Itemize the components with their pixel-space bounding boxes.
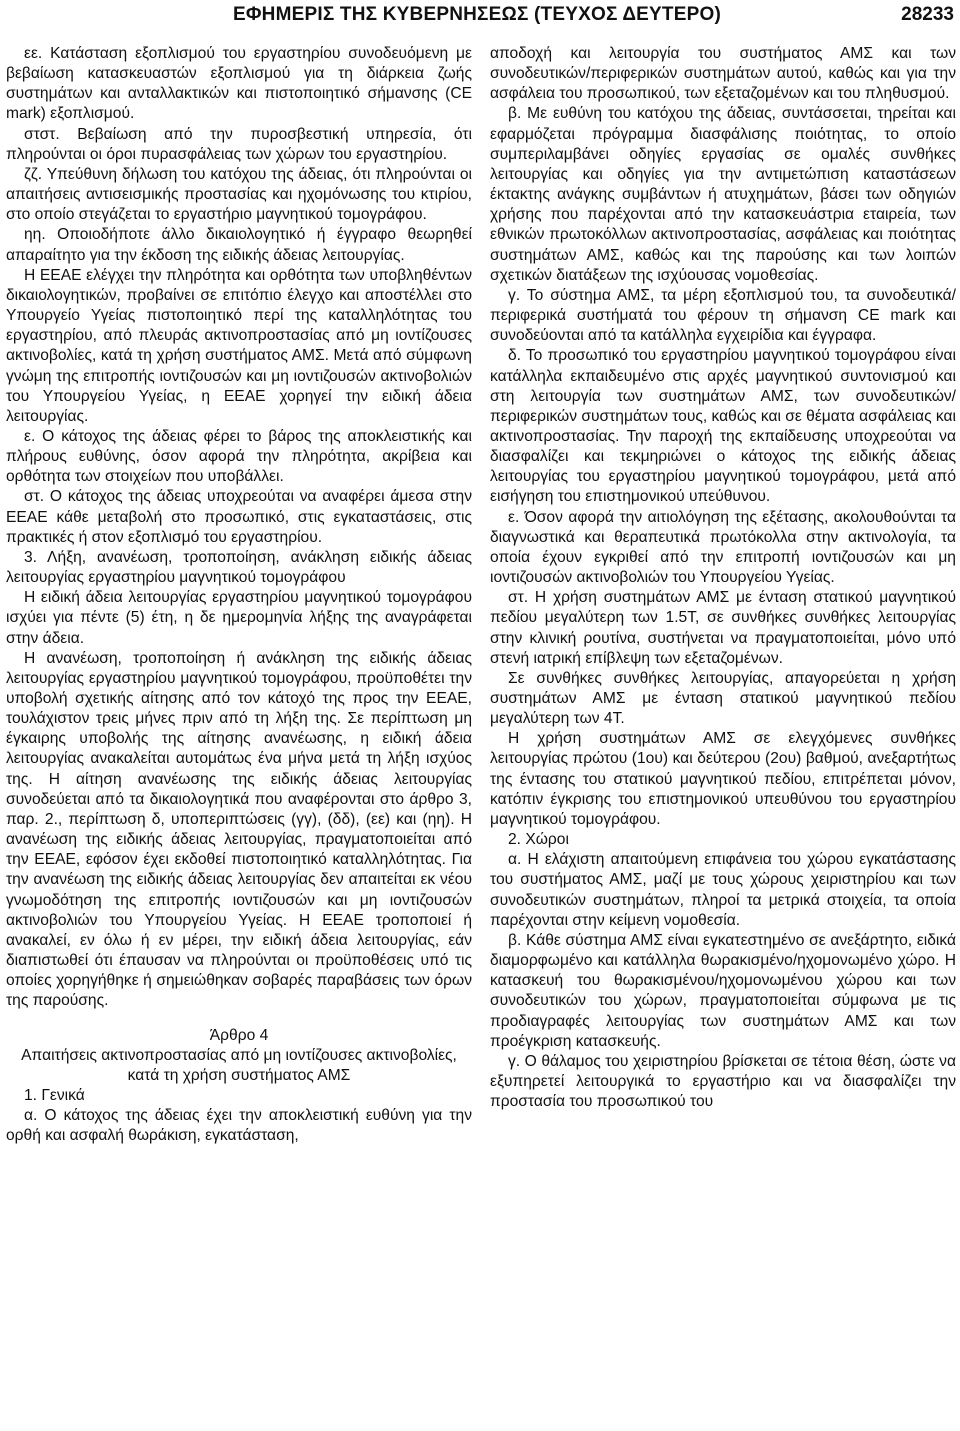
paragraph-eeae-check: Η ΕΕΑΕ ελέγχει την πληρότητα και ορθότητα των υποβληθέντων δικαιολογητικών, προβαίνει σε επιτόπιο έλεγχο και αποστέλλει στο Υπουργείο Υγείας πιστοποιητικό περί της καταλληλότητας του εργαστηρίου, από πλευράς ακτινοπροστασίας από μη ιοντίζουσες ακτινοβολίες, κατά τη χρήση συστήματος ΑΜΣ. Μετά από σύμφωνη γνώμη της επιτροπής ιοντιζουσών και μη ιοντιζουσών ακτινοβολιών του Υπουργείου Υγείας, η ΕΕΑΕ χορηγεί την ειδική άδεια λειτουργίας. bbox=[6, 266, 472, 425]
section-3-heading: 3. Λήξη, ανανέωση, τροποποίηση, ανάκληση ειδικής άδειας λειτουργίας εργαστηρίου μαγνητικού τομογράφου bbox=[6, 548, 472, 587]
paragraph-zz: ζζ. Υπεύθυνη δήλωση του κατόχου της άδειας, ότι πληρούνται οι απαιτήσεις αντισεισμικής προστασίας και ηχομόνωσης του κτιρίου, στο οποίο στεγάζεται το εργαστήριο μαγνητικού τομογράφου. bbox=[6, 165, 472, 224]
paragraph-controlled: Η χρήση συστημάτων ΑΜΣ σε ελεγχόμενες συνθήκες λειτουργίας πρώτου (1ου) και δεύτερου (2ου) βαθμού, ανεξαρτήτως της έντασης του στατικού μαγνητικού πεδίου, επιτρέπεται μόνον, κατόπιν έγκρισης του επιστημονικού υπευθύνου του εργαστηρίου μαγνητικού τομογράφου. bbox=[490, 730, 956, 828]
page-header bbox=[0, 0, 960, 34]
paragraph-validity: Η ειδική άδεια λειτουργίας εργαστηρίου μαγνητικού τομογράφου ισχύει για πέντε (5) έτη, η δε ημερομηνία λήξης της αναγράφεται στην άδεια. bbox=[6, 589, 472, 647]
left-column bbox=[6, 44, 472, 1146]
paragraph-d: δ. Το προσωπικό του εργαστηρίου μαγνητικού τομογράφου είναι κατάλληλα εκπαιδευμένο στις αρχές μαγνητικού συντονισμού και στη λειτουργία των συστημάτων ΑΜΣ, των συνοδευτικών/περιφερικών συστημάτων τους, καθώς και σε θέματα ασφάλειας και ακτινοπροστασίας. Την παροχή της εκπαίδευσης υποχρεούται να διασφαλίζει και τεκμηριώνει ο κάτοχος της ειδικής άδειας λειτουργίας του εργαστηρίου μαγνητικού τομογράφου, μετά από εισήγηση του επιστημονικού υπεύθυνου. bbox=[490, 347, 957, 506]
paragraph-e: ε. Ο κάτοχος της άδειας φέρει το βάρος της αποκλειστικής και πλήρους ευθύνης, όσον αφορά την πληρότητα, ακρίβεια και ορθότητα των στοιχείων που υποβάλλει. bbox=[6, 427, 472, 486]
paragraph-st-right: στ. Η χρήση συστημάτων ΑΜΣ με ένταση στατικού μαγνητικού πεδίου μεγαλύτερη των 1.5Τ, σε συνθήκες συνθήκες λειτουργίας στην κλινική ρουτίνα, συστήνεται να πραγματοποιείται, μόνο υπό στενή ιατρική επίβλεψη των εξεταζομένων. bbox=[490, 589, 956, 667]
paragraph-continuation: αποδοχή και λειτουργία του συστήματος ΑΜΣ και των συνοδευτικών/περιφερικών συστημάτων αυτού, καθώς και για την ασφάλεια του προσωπικού, των εξεταζομένων και του πληθυσμού. bbox=[490, 45, 956, 103]
paragraph-st: στ. Ο κάτοχος της άδειας υποχρεούται να αναφέρει άμεσα στην ΕΕΑΕ κάθε μεταβολή στο προσωπικό, στις εγκαταστάσεις, στις πρακτικές ή στον εξοπλισμό του εργαστηρίου. bbox=[6, 488, 472, 546]
paragraph-g-control-room: γ. Ο θάλαμος του χειριστηρίου βρίσκεται σε τέτοια θέση, ώστε να εξυπηρετεί λειτουργικά το εργαστήριο και να διασφαλίζει την προστασία του προσωπικού του bbox=[490, 1052, 956, 1111]
paragraph-ee: εε. Κατάσταση εξοπλισμού του εργαστηρίου συνοδευόμενη με βεβαίωση κατασκευαστών εξοπλισμού για τη διάρκεια ζωής συστημάτων και ανταλλακτικών και πιστοποιητικό σήμανσης (CE mark) εξοπλισμού. bbox=[6, 45, 472, 123]
paragraph-ee2: ηη. Οποιοδήποτε άλλο δικαιολογητικό ή έγγραφο θεωρηθεί απαραίτητο για την έκδοση της ειδικής άδειας λειτουργίας. bbox=[6, 226, 472, 264]
paragraph-stst: στστ. Βεβαίωση από την πυροσβεστική υπηρεσία, ότι πληρούνται οι όροι πυρασφάλειας των χώρων του εργαστηρίου. bbox=[6, 125, 472, 163]
paragraph-e-right: ε. Όσον αφορά την αιτιολόγηση της εξέτασης, ακολουθούνται τα διαγνωστικά και θεραπευτικά πρωτόκολλα στην ακτινολογία, τα οποία έχουν εγκριθεί από την επιτροπή ιοντιζουσών και μη ιοντιζουσών ακτινοβολιών του Υπουργείου Υγείας. bbox=[490, 508, 956, 587]
section-general: 1. Γενικά bbox=[24, 1086, 85, 1104]
gazette-title: ΕΦΗΜΕΡΙΣ ΤΗΣ ΚΥΒΕΡΝΗΣΕΩΣ (ΤΕΥΧΟΣ ΔΕΥΤΕΡΟ) bbox=[233, 4, 721, 25]
paragraph-b-shield: β. Κάθε σύστημα ΑΜΣ είναι εγκατεστημένο σε ανεξάρτητο, ειδικά διαμορφωμένο και κατάλληλα θωρακισμένο/ηχομονωμένο χώρο. Η κατασκευή του θωρακισμένου/ηχομονωμένου χώρου και των συνοδευτικών του χώρων, πραγματοποιείται σύμφωνα με τις προδιαγραφές λειτουργίας των συστημάτων ΑΜΣ και των προέγκριση κατασκευής. bbox=[490, 931, 956, 1050]
paragraph-a: α. Ο κάτοχος της άδειας έχει την αποκλειστική ευθύνη για την ορθή και ασφαλή θωράκιση, εγκατάσταση, bbox=[6, 1107, 472, 1145]
section-2-heading: 2. Χώροι bbox=[508, 831, 569, 849]
right-column bbox=[490, 44, 956, 1112]
article-number: Άρθρο 4 bbox=[209, 1026, 269, 1044]
paragraph-4t: Σε συνθήκες συνθήκες λειτουργίας, απαγορεύεται η χρήση συστημάτων ΑΜΣ με ένταση στατικού μαγνητικού πεδίου μεγαλύτερη των 4Τ. bbox=[490, 669, 956, 728]
paragraph-g: γ. Το σύστημα ΑΜΣ, τα μέρη εξοπλισμού του, τα συνοδευτικά/περιφερικά συστήματά του φέρουν τη σήμανση CE mark και συνοδεύονται από τα κατάλληλα εγχειρίδια και έγγραφα. bbox=[490, 286, 956, 345]
page-number: 28233 bbox=[901, 4, 954, 25]
paragraph-a-space: α. Η ελάχιστη απαιτούμενη επιφάνεια του χώρου εγκατάστασης του συστήματος ΑΜΣ, μαζί με τους χώρους χειριστηρίου και των συνοδευτικών συστημάτων, πληροί τα μετρικά στοιχεία, τα οποία παρέχονται στην κείμενη νομοθεσία. bbox=[490, 851, 956, 929]
paragraph-b: β. Με ευθύνη του κατόχου της άδειας, συντάσσεται, τηρείται και εφαρμόζεται πρόγραμμα διασφάλισης ποιότητας, το οποίο συμπεριλαμβάνει οδηγίες εργασίας σε ομαλές συνθήκες λειτουργίας και οδηγίες για την αντιμετώπιση καταστάσεων έκτακτης ανάγκης συμβάντων ή ατυχημάτων, βάσει των οδηγιών χρήσης που παρέχονται από την κατασκευάστρια εταιρεία, των εθνικών πρωτοκόλλων ακτινοπροστασίας, ασφάλειας και ποιότητας συστημάτων ΑΜΣ, καθώς και της παρούσης και των λοιπών σχετικών διατάξεων της ισχύουσας νομοθεσίας. bbox=[490, 105, 956, 284]
paragraph-renewal: Η ανανέωση, τροποποίηση ή ανάκληση της ειδικής άδειας λειτουργίας εργαστηρίου μαγνητικού τομογράφου, προϋποθέτει την υποβολή σχετικής αίτησης από τον κάτοχό της προς την ΕΕΑΕ, τουλάχιστον τρεις μήνες πριν από τη λήξη της. Σε περίπτωση μη έγκαιρης υποβολής της αίτησης ανανέωσης, η ειδική άδεια λειτουργίας ανακαλείται αυτομάτως ένα μήνα μετά τη λήξη ισχύος της. Η αίτηση ανανέωσης της ειδικής άδειας λειτουργίας συνοδεύεται από τα δικαιολογητικά που αναφέρονται στο άρθρο 3, παρ. 2., περίπτωση δ, υποπεριπτώσεις (γγ), (δδ), (εε) και (ηη). Η ανανέωση της ειδικής άδειας λειτουργίας, πραγματοποιείται από την ΕΕΑΕ, εφόσον έχει εκδοθεί πιστοποιητικό καταλληλότητας. Για την ανανέωση της ειδικής άδειας λειτουργίας δεν απαιτείται εκ νέου γνωμοδότηση της επιτροπής ιοντιζουσών και μη ιοντιζουσών ακτινοβολιών του Υπουργείου Υγείας. Η ΕΕΑΕ τροποποιεί ή ανακαλεί, εν όλω ή εν μέρει, την ειδική άδεια λειτουργίας, εάν διαπιστωθεί ότι έπαυσαν να πληρούνται οι προϋποθέσεις υπό τις οποίες χορηγήθηκε ή σημειώθηκαν σοβαρές παραβάσεις των όρων της παρούσης. bbox=[6, 649, 472, 1010]
article-title: Απαιτήσεις ακτινοπροστασίας από μη ιοντίζουσες ακτινοβολίες, κατά τη χρήση συστήματος ΑΜΣ bbox=[21, 1046, 457, 1084]
